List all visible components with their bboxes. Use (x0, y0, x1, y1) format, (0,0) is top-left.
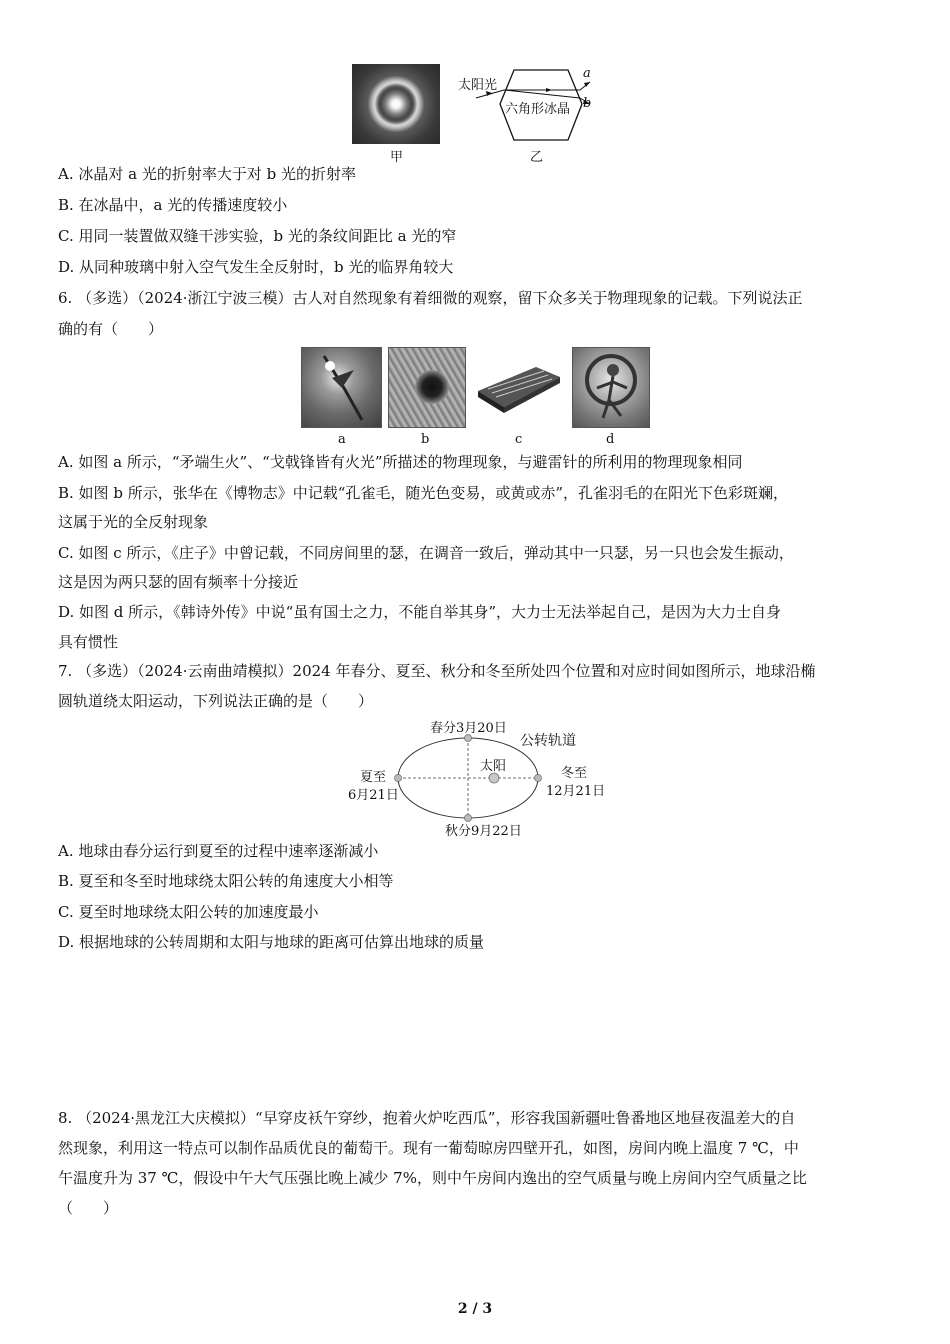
q8-line3: 午温度升为 37 ℃，假设中午大气压强比晚上减少 7%，则中午房间内逸出的空气质量与晚上房间内空气质量之比 (58, 1169, 807, 1187)
q6-option-a: A. 如图 a 所示，“矛端生火”、“戈戟锋皆有火光”所描述的物理现象，与避雷针的所利用的物理现象相同 (58, 453, 743, 471)
q7-option-c: C. 夏至时地球绕太阳公转的加速度最小 (58, 903, 319, 921)
figure-c-zither-photo (474, 347, 563, 426)
sunlight-label: 太阳光 (458, 78, 498, 93)
caption-a: a (338, 432, 346, 447)
q6-option-d-line1: D. 如图 d 所示，《韩诗外传》中说“虽有国士之力，不能自举其身”，大力士无法举起自己，是因为大力士自身 (58, 603, 782, 621)
q7-option-d: D. 根据地球的公转周期和太阳与地球的距离可估算出地球的质量 (58, 933, 485, 951)
q8-line2: 然现象，利用这一特点可以制作品质优良的葡萄干。现有一葡萄晾房四壁开孔，如图，房间内晚上温度 7 ℃，中 (58, 1139, 799, 1157)
orbit-label: 公转轨道 (520, 733, 576, 749)
q7-stem-line2: 圆轨道绕太阳运动，下列说法正确的是（ ） (58, 692, 374, 710)
q8-line1: 8. （2024·黑龙江大庆模拟）“早穿皮袄午穿纱，抱着火炉吃西瓜”，形容我国新疆吐鲁番地区地昼夜温差大的自 (58, 1109, 796, 1127)
figure-d-strongman-photo (572, 347, 650, 428)
q6-stem-line1: 6. （多选）（2024·浙江宁波三模）古人对自然现象有着细微的观察，留下众多关于物理现象的记载。下列说法正 (58, 289, 803, 307)
summer-solstice-label: 夏至 (360, 770, 387, 785)
winter-solstice-date: 12月21日 (546, 784, 606, 799)
q5-option-a: A. 冰晶对 a 光的折射率大于对 b 光的折射率 (58, 165, 356, 183)
q6-option-b-line1: B. 如图 b 所示，张华在《博物志》中记载“孔雀毛，随光色变易，或黄或赤”，孔雀羽毛的在阳光下色彩斑斓， (58, 484, 789, 502)
q5-option-c: C. 用同一装置做双缝干涉实验，b 光的条纹间距比 a 光的窄 (58, 227, 457, 245)
summer-position-dot (395, 775, 402, 782)
spring-equinox-label: 春分3月20日 (430, 721, 507, 736)
sun-dot (489, 773, 499, 783)
ice-crystal-label: 六角形冰晶 (505, 102, 571, 117)
winter-solstice-label: 冬至 (561, 766, 588, 781)
figure-label-jia: 甲 (390, 150, 404, 165)
winter-position-dot (535, 775, 542, 782)
q6-option-c-line2: 这是因为两只瑟的固有频率十分接近 (58, 573, 299, 591)
figure-label-yi: 乙 (530, 150, 544, 165)
q6-stem-line2: 确的有（ ） (58, 320, 164, 338)
figure-a-spear-photo (301, 347, 382, 428)
caption-d: d (606, 432, 615, 447)
sun-label: 太阳 (480, 759, 507, 774)
q6-option-d-line2: 具有惯性 (58, 633, 119, 651)
q5-option-b: B. 在冰晶中，a 光的传播速度较小 (58, 196, 288, 214)
q7-option-a: A. 地球由春分运行到夏至的过程中速率逐渐减小 (58, 842, 379, 860)
q7-stem-line1: 7. （多选）（2024·云南曲靖模拟）2024 年春分、夏至、秋分和冬至所处四个位置和对应时间如图所示，地球沿椭 (58, 662, 816, 680)
caption-c: c (515, 432, 523, 447)
summer-solstice-date: 6月21日 (348, 788, 399, 803)
ray-a-label: a (583, 66, 591, 81)
q7-option-b: B. 夏至和冬至时地球绕太阳公转的角速度大小相等 (58, 872, 394, 890)
q6-option-c-line1: C. 如图 c 所示，《庄子》中曾记载，不同房间里的瑟，在调音一致后，弹动其中一只瑟，另一只也会发生振动， (58, 544, 794, 562)
q6-option-b-line2: 这属于光的全反射现象 (58, 513, 209, 531)
ray-b-label: b (583, 96, 592, 111)
q5-option-d: D. 从同种玻璃中射入空气发生全反射时，b 光的临界角较大 (58, 258, 454, 276)
figure-b-peacock-feather-photo (388, 347, 466, 428)
caption-b: b (421, 432, 430, 447)
autumn-equinox-label: 秋分9月22日 (445, 824, 522, 839)
page-number: 2 / 3 (457, 1301, 493, 1317)
q8-line4: （ ） (58, 1199, 119, 1217)
halo-photo (352, 64, 440, 144)
